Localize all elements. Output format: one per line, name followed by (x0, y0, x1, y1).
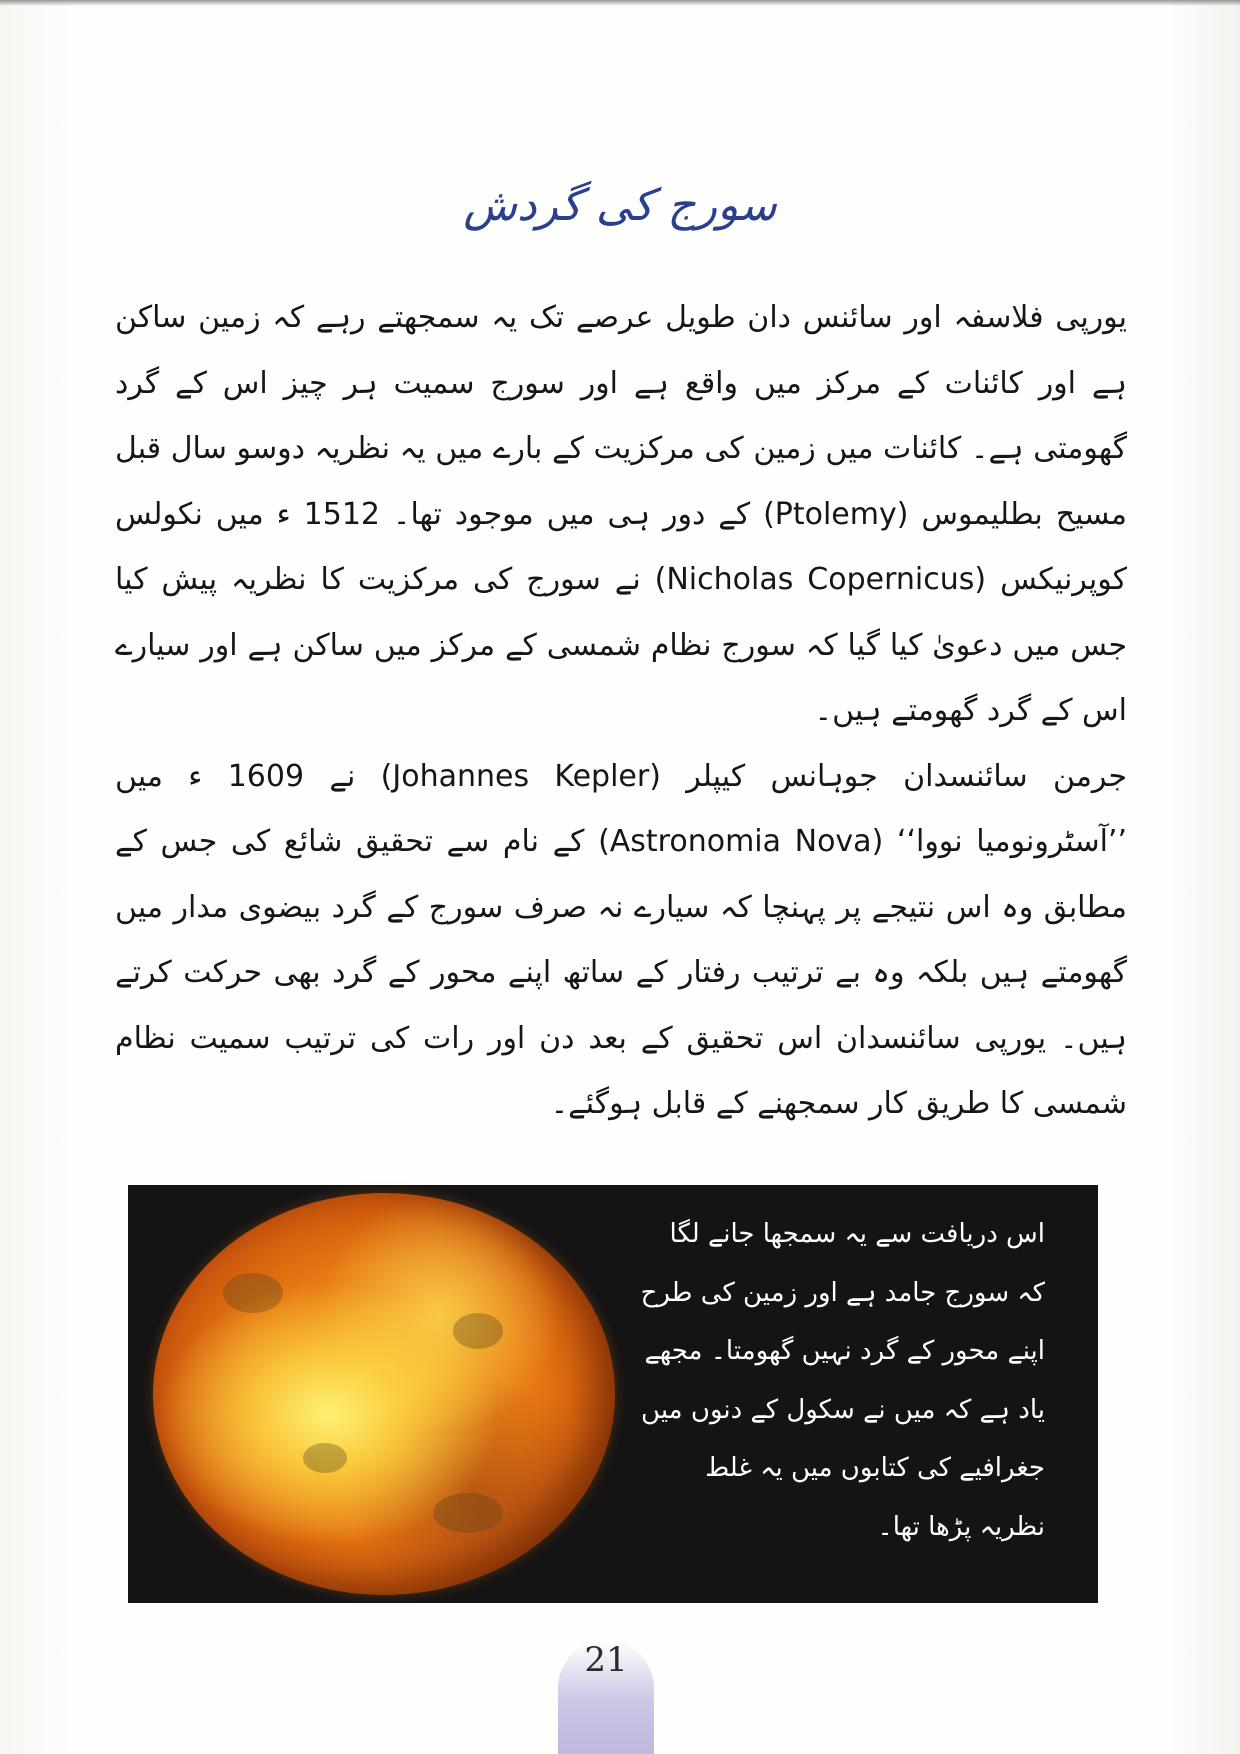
paragraph-2-text-b: نے (329, 758, 356, 794)
paragraph-1-text-c: ء میں نکولس کوپرنیکس (115, 496, 1127, 597)
paragraph-1-text-d: نے سورج کی مرکزیت کا نظریہ پیش کیا جس میں دعویٰ کیا گیا کہ سورج نظام شمسی کے مرکز میں ساکن ہے اور سیارے اس کے گرد گھومتے ہیں۔ (115, 562, 1127, 728)
figure-caption-text: اس دریافت سے یہ سمجھا جانے لگا کہ سورج جامد ہے اور زمین کی طرح اپنے محور کے گرد نہیں گھومتا۔ مجھے یاد ہے کہ میں نے سکول کے دنوں میں جغرافیے کی کتابوں میں یہ غلط نظریہ پڑھا تھا۔ (640, 1219, 1045, 1542)
page-top-edge (0, 0, 1240, 6)
paragraph-1 (115, 285, 1127, 744)
paragraph-2 (115, 744, 1127, 1137)
paragraph-1-text: یورپی فلاسفہ اور سائنس دان طویل عرصے تک یہ سمجھتے رہے کہ زمین ساکن ہے اور کائنات کے مرکز میں واقع ہے اور سورج سمیت ہر چیز اس کے گرد گھومتی ہے۔ کائنات میں زمین کی مرکزیت کے بارے میں یہ نظریہ دوسو سال قبل مسیح بطلیموس (115, 300, 1127, 532)
year-1512: 1512 (303, 496, 380, 532)
body-text (115, 285, 1127, 1137)
paragraph-1-text-b: کے دور ہی میں موجود تھا۔ (392, 496, 751, 532)
kepler-name: (Johannes Kepler) (380, 758, 661, 794)
paragraph-2-text-d: کے نام سے تحقیق شائع کی جس کے مطابق وہ اس نتیجے پر پہنچا کہ سیارے نہ صرف سورج کے گرد بیضوی مدار میں گھومتے ہیں بلکہ وہ بے ترتیب رفتار کے ساتھ اپنے محور کے گرد بھی حرکت کرتے ہیں۔ یورپی سائنسدان اس تحقیق کے بعد دن اور رات کی ترتیب سمیت نظام شمسی کا طریق کار سمجھنے کے قابل ہوگئے۔ (115, 824, 1127, 1121)
sun-image (153, 1193, 615, 1595)
figure-caption (640, 1205, 1045, 1556)
astronomia-nova-title: (Astronomia Nova) (598, 824, 884, 859)
sun-surface-patch (453, 1313, 503, 1349)
sun-figure (128, 1185, 1098, 1603)
ptolemy-name: (Ptolemy) (763, 496, 909, 532)
sun-surface-patch (223, 1273, 283, 1313)
paragraph-2-text-a: جرمن سائنسدان جوہانس کیپلر (686, 758, 1127, 794)
page-title: سورج کی گردش (463, 180, 777, 231)
year-1609: 1609 (227, 758, 305, 794)
paragraph-2-text-c: ء میں ’’آسٹرونومیا نووا‘‘ (115, 758, 1128, 859)
sun-surface-patch (303, 1443, 347, 1473)
sun-surface-patch (433, 1493, 503, 1533)
page-number: 21 (584, 1640, 628, 1680)
copernicus-name: (Nicholas Copernicus) (654, 562, 987, 597)
